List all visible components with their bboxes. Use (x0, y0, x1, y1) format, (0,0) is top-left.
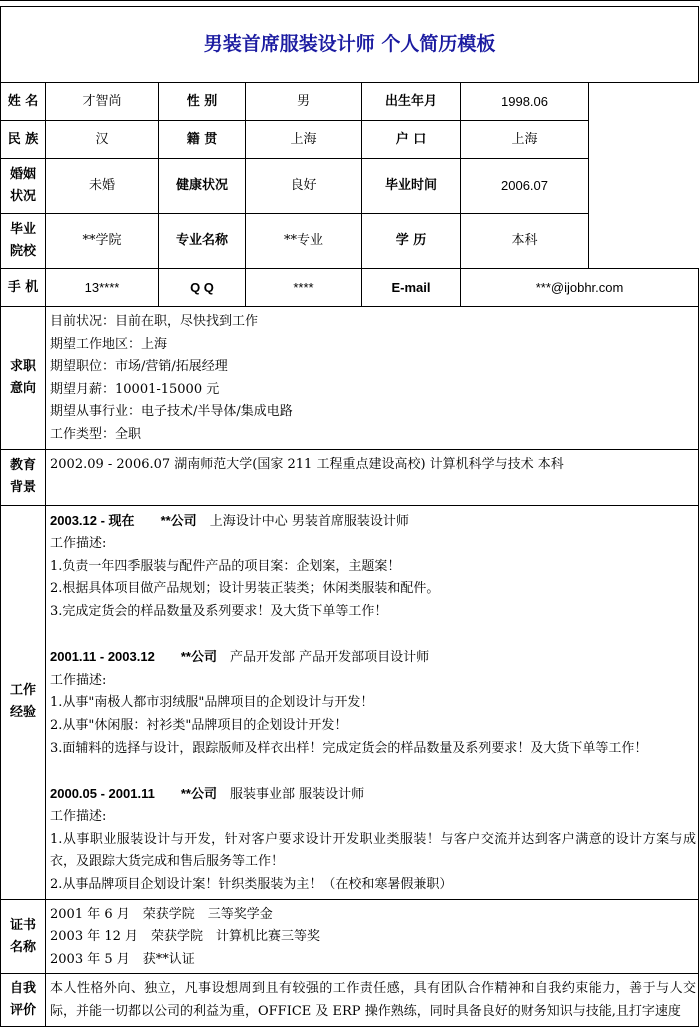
name-label: 姓 名 (1, 83, 46, 121)
row-work (1, 505, 699, 899)
name-value: 才智尚 (46, 83, 159, 121)
resume-title: 男装首席服装设计师 个人简历模板 (1, 7, 699, 83)
certificates-label (1, 899, 46, 974)
phone-value: 13**** (46, 269, 159, 307)
photo-area (589, 83, 699, 269)
work-label (1, 505, 46, 899)
work-label-line1: 工作 (9, 683, 36, 699)
gender-value: 男 (246, 83, 362, 121)
self-eval-label-line2: 评价 (9, 1003, 36, 1019)
job-detail: 产品开发部 产品开发部项目设计师 (229, 650, 430, 666)
major-value: **专业 (246, 214, 362, 269)
job-header (50, 510, 696, 534)
job-item: 1.从事"南极人都市羽绒服"品牌项目的企划设计与开发！ (50, 695, 374, 711)
job-item: 3.完成定货会的样品数量及系列要求！及大货下单等工作！ (50, 603, 388, 619)
row-name (1, 83, 699, 121)
row-certificates (1, 899, 699, 974)
job-item: 2.从事"休闲服：衬衫类"品牌项目的企划设计开发！ (50, 717, 348, 733)
job-header (50, 646, 696, 670)
intent-line: 期望从事行业：电子技术/半导体/集成电路 (50, 404, 293, 420)
education-label (1, 449, 46, 505)
intent-line: 期望职位：市场/营销/拓展经理 (50, 359, 228, 375)
school-label (1, 214, 46, 269)
qq-value: **** (246, 269, 362, 307)
self-eval-label-line1: 自我 (9, 981, 36, 997)
intent-label (1, 307, 46, 450)
degree-value: 本科 (461, 214, 589, 269)
job-period: 2000.05 - 2001.11 (50, 785, 155, 801)
work-block (46, 505, 699, 899)
birth-value: 1998.06 (461, 83, 589, 121)
job-company: **公司 (180, 785, 217, 801)
job-period: 2003.12 - 现在 (50, 512, 135, 528)
certificate-line: 2003 年 12 月 荣获学院 计算机比赛三等奖 (50, 929, 321, 945)
intent-line: 期望工作地区：上海 (50, 336, 168, 352)
school-label-line2: 院校 (9, 244, 36, 259)
job-company: **公司 (180, 649, 217, 665)
school-label-line1: 毕业 (9, 222, 36, 237)
school-value: **学院 (46, 214, 159, 269)
work-label-line2: 经验 (9, 705, 36, 721)
education-label-line2: 背景 (9, 480, 36, 496)
email-label: E-mail (362, 269, 461, 307)
job-item: 2.从事品牌项目企划设计案！针织类服装为主！（在校和寒暑假兼职） (50, 877, 453, 893)
intent-line: 工作类型：全职 (50, 426, 142, 442)
job-detail: 服装事业部 服装设计师 (229, 786, 365, 802)
job-item: 1.负责一年四季服装与配件产品的项目案：企划案，主题案！ (50, 558, 401, 574)
self-eval-block (46, 974, 699, 1026)
health-value: 良好 (246, 159, 362, 214)
major-label: 专业名称 (159, 214, 246, 269)
row-education (1, 449, 699, 505)
certificates-label-line1: 证书 (9, 917, 36, 933)
intent-line: 期望月薪：10001-15000 元 (50, 381, 220, 397)
gender-label: 性 别 (159, 83, 246, 121)
native-value: 上海 (246, 121, 362, 159)
certificates-label-line2: 名称 (9, 939, 36, 955)
job-desc-label: 工作描述: (50, 809, 107, 825)
job-item: 1.从事职业服装设计与开发，针对客户要求设计开发职业类服装！与客户交流并达到客户满意的设计方案与成衣，及跟踪大货完成和售后服务等工作！ (50, 831, 697, 870)
job-detail: 上海设计中心 男装首席服装设计师 (209, 513, 409, 529)
education-block (46, 449, 699, 505)
marital-value: 未婚 (46, 159, 159, 214)
top-border (0, 0, 700, 1)
certificate-line: 2001 年 6 月 荣获学院 三等奖学金 (50, 906, 273, 922)
self-eval-text: 本人性格外向、独立，凡事设想周到且有较强的工作责任感，具有团队合作精神和自我约束能力，善于与人交际，并能一切都以公司的利益为重，OFFICE 及 ERP 操作熟练，同时具备良好的财务知识与技能,且打字速度 (50, 981, 697, 1020)
marital-label-line2: 状况 (9, 189, 36, 204)
qq-label: Q Q (159, 269, 246, 307)
resume-table (0, 6, 699, 1027)
degree-label: 学 历 (362, 214, 461, 269)
ethnic-label: 民 族 (1, 121, 46, 159)
job-item: 3.面辅料的选择与设计，跟踪版师及样衣出样！完成定货会的样品数量及系列要求！及大货下单等工作！ (50, 740, 648, 756)
email-value: ***@ijobhr.com (461, 269, 699, 307)
marital-label-line1: 婚姻 (9, 167, 36, 182)
intent-label-line1: 求职 (9, 358, 36, 374)
self-eval-label (1, 974, 46, 1026)
row-contact (1, 269, 699, 307)
job-header (50, 783, 696, 807)
certificates-block (46, 899, 699, 974)
intent-block (46, 307, 699, 450)
certificate-line: 2003 年 5 月 获**认证 (50, 951, 195, 967)
job-item: 2.根据具体项目做产品规划；设计男装正装类；休闲类服装和配件。 (50, 581, 440, 597)
phone-label: 手 机 (1, 269, 46, 307)
title-row (1, 7, 699, 83)
marital-label (1, 159, 46, 214)
job-period: 2001.11 - 2003.12 (50, 649, 155, 665)
intent-line: 目前状况：目前在职，尽快找到工作 (50, 314, 259, 329)
hukou-label: 户 口 (362, 121, 461, 159)
native-label: 籍 贯 (159, 121, 246, 159)
row-intent (1, 307, 699, 450)
job-company: **公司 (160, 512, 197, 528)
ethnic-value: 汉 (46, 121, 159, 159)
birth-label: 出生年月 (362, 83, 461, 121)
job-desc-label: 工作描述: (50, 672, 107, 688)
grad-time-label: 毕业时间 (362, 159, 461, 214)
job-desc-label: 工作描述: (50, 536, 107, 552)
health-label: 健康状况 (159, 159, 246, 214)
intent-label-line2: 意向 (9, 380, 36, 396)
hukou-value: 上海 (461, 121, 589, 159)
row-self-eval (1, 974, 699, 1026)
education-text: 2002.09 - 2006.07 湖南师范大学(国家 211 工程重点建设高校) 计算机科学与技术 本科 (50, 456, 564, 472)
grad-time-value: 2006.07 (461, 159, 589, 214)
education-label-line1: 教育 (9, 458, 36, 474)
